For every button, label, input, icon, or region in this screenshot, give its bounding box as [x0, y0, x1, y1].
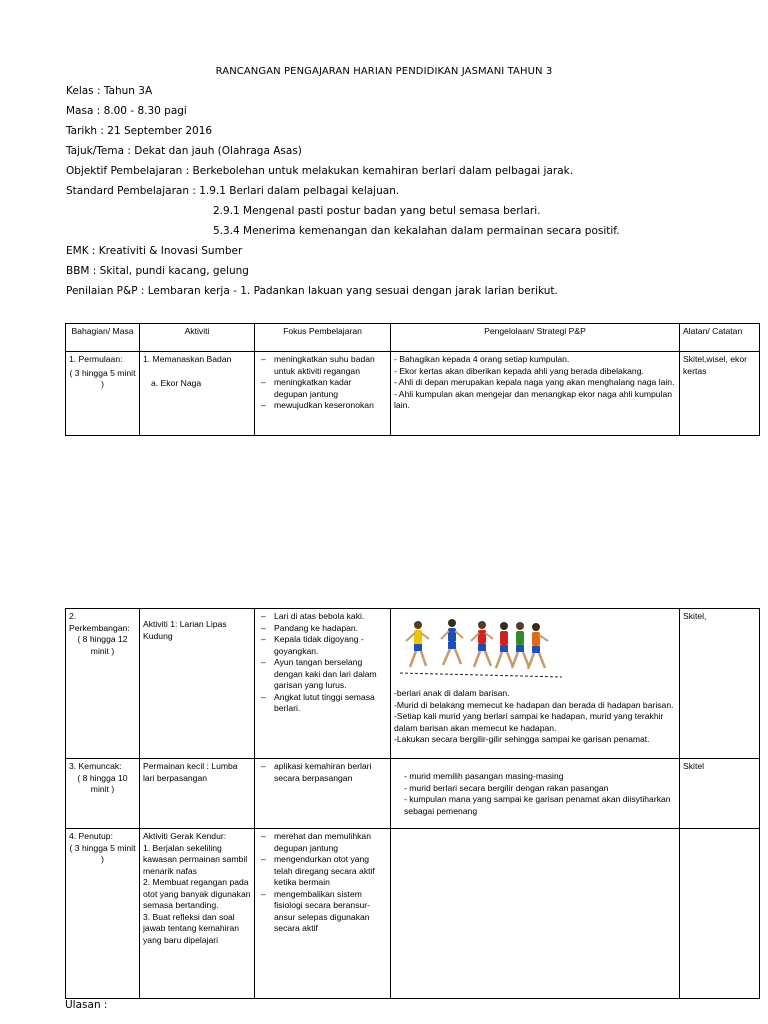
- bahagian-label: 3. Kemuncak:: [69, 761, 122, 771]
- header-aktiviti: Aktiviti: [140, 324, 255, 352]
- list-item: -berlari anak di dalam barisan.: [394, 688, 510, 698]
- list-item: – Ayun tangan berselang dengan kaki dan lari dalam garisan yang lurus.: [258, 657, 387, 692]
- masa-label: ( 3 hingga 5 minit ): [69, 842, 136, 864]
- table-row: [66, 609, 760, 759]
- running-children-illustration: [396, 611, 566, 685]
- tarikh-line: Tarikh : 21 September 2016: [66, 125, 213, 137]
- fokus-cell: [255, 352, 391, 436]
- lesson-table-part-1: [65, 323, 760, 436]
- objektif-line: Objektif Pembelajaran : Berkebolehan untuk melakukan kemahiran berlari dalam pelbagai jarak.: [66, 165, 574, 177]
- masa-label: ( 8 hingga 12 minit ): [77, 634, 128, 656]
- list-item: -Murid di belakang memecut ke hadapan dan berada di hadapan barisan.: [394, 699, 674, 710]
- strategi-cell: [391, 759, 680, 829]
- strategi-cell: [391, 829, 680, 999]
- header-fokus: Fokus Pembelajaran: [255, 324, 391, 352]
- aktiviti-label: 1. Memanaskan Badan: [143, 354, 232, 364]
- aktiviti-sub-label: a. Ekor Naga: [151, 377, 202, 388]
- table-row: [66, 829, 760, 999]
- list-item: 1. Berjalan sekeliling kawasan permainan sambil menarik nafas: [143, 842, 248, 876]
- table-header-row: [66, 324, 760, 352]
- penilaian-line: Penilaian P&P : Lembaran kerja - 1. Padankan lakuan yang sesuai dengan jarak larian berikut.: [66, 285, 558, 297]
- list-item: Aktiviti Gerak Kendur:: [143, 831, 227, 841]
- masa-label: ( 8 hingga 10 minit ): [77, 772, 128, 794]
- document-title: RANCANGAN PENGAJARAN HARIAN PENDIDIKAN JASMANI TAHUN 3: [215, 66, 553, 77]
- list-item: – meningkatkan kadar degupan jantung: [258, 377, 387, 400]
- list-item: - murid berlari secara bergilir dengan rakan pasangan: [404, 782, 609, 793]
- list-item: -Setiap kali murid yang berlari sampai ke hadapan, murid yang terakhir dalam barisan akan memecut ke hadapan.: [394, 711, 664, 733]
- aktiviti-cell: [140, 352, 255, 436]
- aktiviti-label: Aktiviti 1: Larian Lipas Kudung: [143, 619, 227, 641]
- list-item: – meningkatkan suhu badan untuk aktiviti regangan: [258, 354, 387, 377]
- header-alatan: Alatan/ Catatan: [680, 324, 760, 352]
- standard-line-3: 5.3.4 Menerima kemenangan dan kekalahan dalam permainan secara positif.: [213, 225, 620, 237]
- list-item: – mewujudkan keseronokan: [258, 400, 387, 412]
- list-item: – aplikasi kemahiran berlari secara berpasangan: [258, 761, 387, 784]
- standard-line-2: 2.9.1 Mengenal pasti postur badan yang betul semasa berlari.: [213, 205, 541, 217]
- list-item: – mengembalikan sistem fisiologi secara beransur-ansur selepas digunakan secara aktif: [258, 889, 387, 935]
- fokus-cell: [255, 759, 391, 829]
- aktiviti-cell: [140, 829, 255, 999]
- masa-line: Masa : 8.00 - 8.30 pagi: [66, 105, 187, 117]
- bahagian-label: 1. Permulaan:: [69, 354, 123, 364]
- list-item: 2. Membuat regangan pada otot yang banyak digunakan semasa bertanding.: [143, 877, 251, 910]
- list-item: – Kepala tidak digoyang - goyangkan.: [258, 634, 387, 657]
- header-strategi: Pengelolaan/ Strategi P&P: [391, 324, 680, 352]
- list-item: - Ahli di depan merupakan kepala naga yang akan menghalang naga lain.: [394, 377, 675, 387]
- table-row: [66, 759, 760, 829]
- standard-line: Standard Pembelajaran : 1.9.1 Berlari dalam pelbagai kelajuan.: [66, 185, 400, 197]
- bahagian-label: 4. Penutup:: [69, 831, 113, 841]
- fokus-cell: [255, 609, 391, 759]
- list-item: - murid memilih pasangan masing-masing: [404, 771, 564, 781]
- fokus-cell: [255, 829, 391, 999]
- bahagian-cell: [66, 609, 140, 759]
- aktiviti-cell: Permainan kecil : Lumba lari berpasangan: [140, 759, 255, 829]
- alatan-cell: Skitel,wisel, ekor kertas: [680, 352, 760, 436]
- list-item: – Lari di atas bebola kaki.: [258, 611, 387, 623]
- bahagian-cell: [66, 352, 140, 436]
- list-item: - kumpulan mana yang sampai ke garisan penamat akan diisytiharkan sebagai pemenang: [404, 794, 671, 816]
- strategi-cell: [391, 609, 680, 759]
- list-item: – mengendurkan otot yang telah diregang secara aktif ketika bermain: [258, 854, 387, 889]
- list-item: - Ekor kertas akan diberikan kepada ahli yang berada dibelakang.: [394, 365, 644, 376]
- alatan-cell: [680, 829, 760, 999]
- bahagian-label: 2. Perkembangan:: [69, 611, 130, 633]
- list-item: – Angkat lutut tinggi semasa berlari.: [258, 692, 387, 715]
- alatan-cell: Skitel: [680, 759, 760, 829]
- list-item: - Bahagikan kepada 4 orang setiap kumpulan.: [394, 354, 570, 364]
- list-item: 3. Buat refleksi dan soal jawab tentang kemahiran yang baru dipelajari: [143, 911, 240, 945]
- ulasan-label: Ulasan :: [65, 999, 108, 1011]
- alatan-cell: Skitel,: [680, 609, 760, 759]
- table-row: [66, 352, 760, 436]
- bbm-line: BBM : Skital, pundi kacang, gelung: [66, 265, 249, 277]
- strategi-cell: [391, 352, 680, 436]
- tajuk-line: Tajuk/Tema : Dekat dan jauh (Olahraga Asas): [66, 145, 302, 157]
- bahagian-cell: [66, 759, 140, 829]
- list-item: -Lakukan secara bergilir-gilir sehingga sampai ke garisan penamat.: [394, 734, 650, 744]
- bahagian-cell: [66, 829, 140, 999]
- header-bahagian: Bahagian/ Masa: [66, 324, 140, 352]
- list-item: – Pandang ke hadapan.: [258, 623, 387, 635]
- masa-label: ( 3 hingga 5 minit ): [69, 367, 136, 389]
- aktiviti-cell: [140, 609, 255, 759]
- kelas-line: Kelas : Tahun 3A: [66, 85, 153, 97]
- lesson-table-part-2: [65, 608, 760, 999]
- emk-line: EMK : Kreativiti & Inovasi Sumber: [66, 245, 243, 257]
- list-item: - Ahli kumpulan akan mengejar dan menangkap ekor naga ahli kumpulan lain.: [394, 388, 673, 410]
- list-item: – merehat dan memulihkan degupan jantung: [258, 831, 387, 854]
